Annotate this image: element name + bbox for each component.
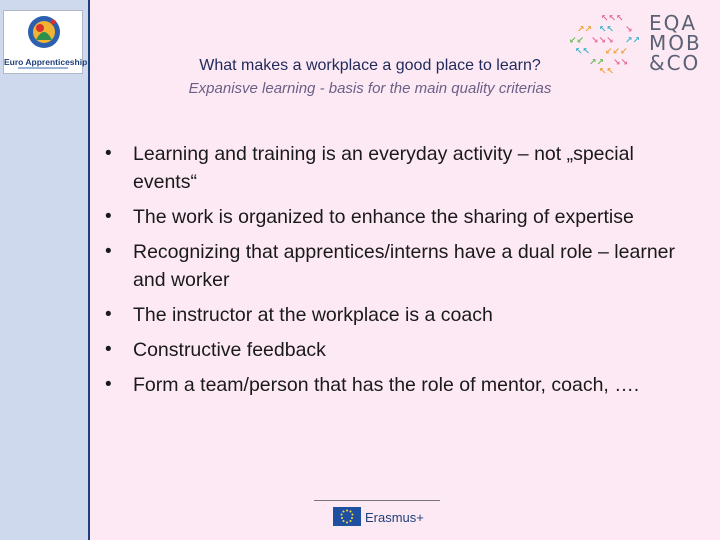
svg-text:MOB: MOB: [649, 31, 702, 55]
bullet-dot: •: [105, 304, 112, 325]
bullet-dot: •: [105, 241, 112, 262]
svg-text:↖↖: ↖↖: [599, 67, 615, 74]
arrow-pattern-icon: [565, 12, 645, 74]
svg-text:↘↘↘: ↘↘↘: [591, 36, 614, 46]
svg-text:↗↗: ↗↗: [577, 25, 593, 35]
list-item-text: Recognizing that apprentices/interns have a dual role – learner and worker: [133, 241, 676, 291]
bullet-dot: •: [105, 374, 112, 395]
bullet-dot: •: [105, 143, 112, 164]
svg-text:↙↙: ↙↙: [569, 36, 585, 46]
bullet-dot: •: [105, 206, 112, 227]
eqamob-wordmark: [649, 12, 715, 75]
list-item: [105, 140, 700, 196]
eu-flag-icon: [333, 507, 361, 526]
list-item: [105, 238, 700, 294]
list-item: [105, 336, 700, 364]
bullet-dot: •: [105, 339, 112, 360]
svg-text:EQA: EQA: [649, 12, 698, 35]
svg-text:↖↖: ↖↖: [575, 47, 591, 57]
svg-text:↙↙↙: ↙↙↙: [605, 47, 628, 57]
svg-text:↗↗: ↗↗: [625, 36, 641, 46]
logo-underline: [18, 67, 68, 69]
list-item-text: The work is organized to enhance the sharing of expertise: [133, 206, 634, 228]
svg-text:&CO: &CO: [649, 51, 701, 72]
svg-text:↘: ↘: [625, 25, 633, 35]
list-item-text: Constructive feedback: [133, 339, 326, 361]
erasmus-label: Erasmus+: [365, 510, 424, 525]
list-item-text: Form a team/person that has the role of mentor, coach, ….: [133, 374, 640, 396]
svg-text:↖↖: ↖↖: [599, 25, 615, 35]
list-item: [105, 203, 700, 231]
logo-label: Euro Apprenticeship: [4, 57, 88, 67]
list-item: [105, 371, 700, 399]
svg-text:↗↗: ↗↗: [589, 58, 605, 68]
footer-divider: [314, 500, 440, 501]
apprenticeship-emblem-icon: [26, 14, 62, 50]
left-sidebar: [0, 0, 90, 540]
bullet-list: [105, 140, 700, 406]
list-item: [105, 301, 700, 329]
list-item-text: Learning and training is an everyday activity – not „special events“: [133, 143, 634, 193]
svg-text:↖↖↖: ↖↖↖: [601, 14, 624, 24]
erasmus-logo: [333, 507, 483, 529]
euro-apprenticeship-logo: [3, 10, 88, 74]
page-title: What makes a workplace a good place to learn?: [199, 57, 541, 74]
list-item-text: The instructor at the workplace is a coach: [133, 304, 493, 326]
svg-text:↘↘: ↘↘: [613, 58, 629, 68]
eqamob-logo: [565, 12, 715, 78]
page-subtitle: Expanisve learning - basis for the main quality criterias: [188, 80, 552, 97]
